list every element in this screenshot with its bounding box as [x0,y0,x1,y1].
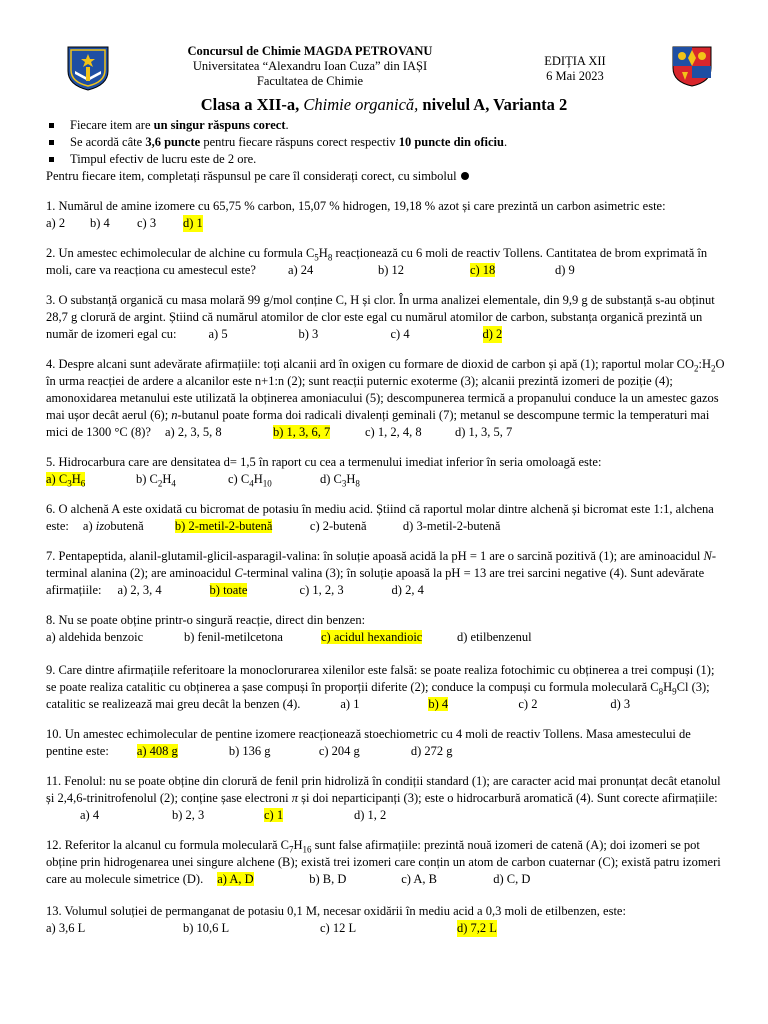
q10-option-a[interactable]: a) 408 g [136,744,178,758]
rule-points: Se acordă câte 3,6 puncte pentru fiecare răspuns corect respectiv 10 puncte din oficiu. [46,134,726,151]
answer-instruction: Pentru fiecare item, completați răspunsul pe care îl considerați corect, cu simbolul [46,168,726,185]
q12-option-b[interactable]: b) B, D [309,872,347,886]
header-edition [520,54,630,84]
q13-option-d[interactable]: d) 7,2 L [457,921,497,935]
q8-option-c[interactable]: c) acidul hexandioic [321,630,423,644]
q4-option-b[interactable]: b) 1, 3, 6, 7 [272,425,331,439]
q9-option-d[interactable]: d) 3 [610,697,631,711]
question-10: 10. Un amestec echimolecular de pentine izomere reacționează stoechiometric cu 4 moli de reactiv Tollens. Masa amestecului de pentine este: a) 408 g b) 136 g c) 204 g d) 272 g [46,727,691,758]
q4-option-c[interactable]: c) 1, 2, 4, 8 [364,425,422,439]
rule-time: Timpul efectiv de lucru este de 2 ore. [46,151,726,168]
q2-option-d[interactable]: d) 9 [554,263,575,277]
q6-option-a[interactable]: a) izobutenă [82,519,144,533]
q7-option-c[interactable]: c) 1, 2, 3 [299,583,344,597]
q5-option-a[interactable]: a) $C_3H_6$ [46,472,86,489]
q9-option-a[interactable]: a) 1 [340,697,360,711]
question-9: 9. Care dintre afirmațiile referitoare la monoclorurarea xilenilor este falsă: se poate realiza fotochimic cu obținerea a trei compuși (1); se poate realiza catalitic cu obținerea a șase compuși în proporții diferite (2); conduce la compuși cu formula moleculară $C_8H_9Cl$ (3); catalitic se realizează mai greu decât la benzen (4). a) 1 b) 4 c) 2 d) 3 [46,663,715,711]
question-2: 2. Un amestec echimolecular de alchine cu formula $C_5H_8$ reacționează cu 6 moli de reactiv Tollens. Cantitatea de brom exprimată în moli, care va reacționa cu amestecul este? a) 24 b) 12 c) 18 d) 9 [46,246,708,277]
edition-label: EDIȚIA XII [544,54,606,68]
q4-option-d[interactable]: d) 1, 3, 5, 7 [454,425,513,439]
q9-option-c[interactable]: c) 2 [518,697,538,711]
q3-option-a[interactable]: a) 5 [208,327,228,341]
q5-option-b[interactable]: b) $C_2H_4$ [136,472,176,489]
q8-option-b[interactable]: b) fenil-metilcetona [184,630,283,644]
q5-option-d[interactable]: d) $C_3H_8$ [320,472,360,489]
question-3: 3. O substanță organică cu masa molară 99 g/mol conține C, H și clor. În urma analizei elementale, din 9,9 g de substanță s-au obținut 28,7 g clorură de argint. Știind că numărul atomilor de clor este egal cu numărul atomilor de carbon, substanța organică prezintă un număr de izomeri egal cu: a) 5 b) 3 c) 4 d) 2 [46,293,715,341]
q12-option-a[interactable]: a) A, D [217,872,254,886]
question-1: 1. Numărul de amine izomere cu 65,75 % carbon, 15,07 % hidrogen, 19,18 % azot și care prezintă un carbon asimetric este: a) 2 b) 4 c) 3 d) 1 [46,199,666,230]
q1-option-a[interactable]: a) 2 [46,216,66,230]
question-7: 7. Pentapeptida, alanil-glutamil-glicil-asparagil-valina: în soluție apoasă acidă la pH = 1 are o sarcină pozitivă (1); are aminoacidul N-terminal alanina (2); are aminoacidul C-terminal valina (3); în soluție apoasă la pH = 13 are trei sarcini negative (4). Sunt adevărate afirmațiile: a) 2, 3, 4 b) toate c) 1, 2, 3 d) 2, 4 [46,549,717,597]
q1-option-b[interactable]: b) 4 [90,216,110,230]
university-name: Universitatea “Alexandru Ioan Cuza” din IAȘI [192,59,428,73]
q5-option-c[interactable]: c) $C_4H_{10}$ [228,472,272,489]
q7-option-b[interactable]: b) toate [209,583,248,597]
q8-option-a[interactable]: a) aldehida benzoic [46,630,144,644]
faculty-coat-of-arms-logo [670,44,714,88]
exam-rules [46,117,726,185]
q10-option-d[interactable]: d) 272 g [410,744,453,758]
q3-option-b[interactable]: b) 3 [298,327,319,341]
header-institution [160,44,460,89]
question-8: 8. Nu se poate obține printr-o singură reacție, direct din benzen: a) aldehida benzoic b) fenil-metilcetona c) acidul hexandioic d) etilbenzenul [46,613,532,644]
q6-option-c[interactable]: c) 2-butenă [309,519,367,533]
q13-option-a[interactable]: a) 3,6 L [46,921,86,935]
contest-name: Concursul de Chimie MAGDA PETROVANU [187,44,433,58]
title-class: Clasa a XII-a, [200,95,304,114]
title-level: nivelul A, Varianta 2 [418,95,568,114]
filled-circle-icon [461,172,469,180]
rule-single-answer: Fiecare item are un singur răspuns corect. [46,117,726,134]
q8-option-d[interactable]: d) etilbenzenul [457,630,532,644]
q11-option-b[interactable]: b) 2, 3 [172,808,205,822]
university-shield-logo [66,45,110,91]
question-5: 5. Hidrocarbura care are densitatea d= 1,5 în raport cu cea a termenului imediat inferior în seria omoloagă este: a) $C_3H_6$ b) $C_2H_4$ c) $C_4H_{10}$ d) $C_3H_8$ [46,455,602,489]
q3-option-c[interactable]: c) 4 [390,327,410,341]
q1-option-c[interactable]: c) 3 [137,216,157,230]
q2-option-b[interactable]: b) 12 [377,263,405,277]
question-6: 6. O alchenă A este oxidată cu bicromat de potasiu în mediu acid. Știind că raportul molar dintre alchenă și bicromat este 1:1, alchena este: a) izobutenă b) 2-metil-2-butenă c) 2-butenă d) 3-metil-2-butenă [46,502,714,533]
question-4: 4. Despre alcani sunt adevărate afirmațiile: toți alcanii ard în oxigen cu formare de dioxid de carbon și apă (1); raportul molar $CO_2:H_2O$ în urma reacției de ardere a alcanilor este n+1:n (2); sunt reacții puternic exoterme (3); alcanii prezintă izomeri de poziție (4); amonoxidarea metanului este utilizată la obținerea amoniacului (5); descompunerea termică a propanului conduce la un amestec gazos mai ușor decât aerul (6); n-butanul poate forma doi radicali divalenți geminali (7); metanul se descompune termic la temperaturi mai mici de 1300 °C (8)? a) 2, 3, 5, 8 b) 1, 3, 6, 7 c) 1, 2, 4, 8 d) 1, 3, 5, 7 [46,357,725,439]
q1-option-d[interactable]: d) 1 [183,216,203,230]
q11-option-a[interactable]: a) 4 [80,808,100,822]
q7-option-a[interactable]: a) 2, 3, 4 [117,583,162,597]
q11-option-c[interactable]: c) 1 [264,808,284,822]
q13-option-b[interactable]: b) 10,6 L [183,921,230,935]
faculty-name: Facultatea de Chimie [256,74,364,88]
q10-option-b[interactable]: b) 136 g [228,744,271,758]
q3-option-d[interactable]: d) 2 [482,327,503,341]
q6-option-d[interactable]: d) 3-metil-2-butenă [402,519,501,533]
q7-option-d[interactable]: d) 2, 4 [391,583,424,597]
exam-date: 6 Mai 2023 [546,69,604,83]
question-11: 11. Fenolul: nu se poate obține din clorură de fenil prin hidroliză în condiții standard (1); are caracter acid mai pronunțat decât etanolul și 2,4,6-trinitrofenolul (2); conține șase electroni π și doi neparticipanți (3); este o hidrocarbură aromatică (4). Sunt corecte afirmațiile:a) 4 b) 2, 3 c) 1 d) 1, 2 [46,774,721,822]
q2-option-c[interactable]: c) 18 [469,263,496,277]
q4-option-a[interactable]: a) 2, 3, 5, 8 [164,425,222,439]
q9-option-b[interactable]: b) 4 [428,697,449,711]
question-12: 12. Referitor la alcanul cu formula moleculară $C_7H_{16}$ sunt false afirmațiile: prezintă nouă izomeri de catenă (A); doi izomeri se pot obține prin hidrogenarea unei singure alchene (B); există trei izomeri care conțin un atom de carbon cuaternar (C); există patru izomeri care au molecule simetrice (D). a) A, D b) B, D c) A, B d) C, D [46,838,721,886]
q12-option-d[interactable]: d) C, D [493,872,531,886]
q6-option-b[interactable]: b) 2-metil-2-butenă [174,519,273,533]
question-13: 13. Volumul soluției de permanganat de potasiu 0,1 M, necesar oxidării în mediu acid a 0,3 moli de etilbenzen, este: a) 3,6 L b) 10,6 L c) 12 L d) 7,2 L [46,904,626,935]
q12-option-c[interactable]: c) A, B [401,872,437,886]
q13-option-c[interactable]: c) 12 L [320,921,357,935]
exam-title [0,95,768,115]
q10-option-c[interactable]: c) 204 g [318,744,360,758]
q11-option-d[interactable]: d) 1, 2 [354,808,387,822]
title-subject: Chimie organică, [303,95,419,114]
q2-option-a[interactable]: a) 24 [287,263,314,277]
